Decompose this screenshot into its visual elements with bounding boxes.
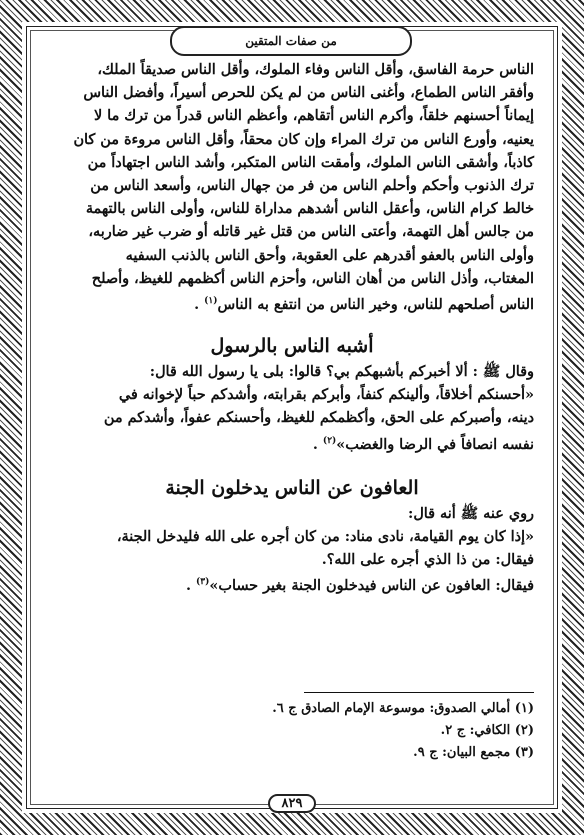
page-number-box — [0, 792, 584, 813]
footnote-separator — [304, 692, 534, 693]
text-line: وأولى الناس بالعفو أقدرهم على العقوبة، وأحق الناس بالذنب السفيه — [125, 246, 534, 264]
text-line: يعنيه، وأورع الناس من ترك المراء وإن كان محقاً، وأقل الناس مروءة من كان — [73, 130, 534, 148]
text-line: الناس أصلحهم للناس، وخير الناس من انتفع به الناس$^{(١)}$ . — [194, 295, 534, 313]
section-heading-1: أشبه الناس بالرسول — [210, 335, 374, 358]
page-body — [50, 58, 534, 597]
footnote-1: (١) أمالي الصدوق: موسوعة الإمام الصادق ج ٦. — [272, 701, 534, 716]
footnote-2: (٢) الكافي: ج ٢. — [440, 723, 534, 738]
text-line-content: نفسه انصافاً في الرضا والغضب» — [336, 435, 534, 453]
page-number: ٨٢٩ — [268, 794, 317, 813]
paragraph-3 — [50, 502, 534, 598]
text-line: فيقال: العافون عن الناس فيدخلون الجنة بغير حساب»$^{(٣)}$ . — [186, 577, 534, 595]
text-line-content: الناس أصلحهم للناس، وخير الناس من انتفع به الناس — [217, 295, 534, 313]
text-line: من جالس أهل التهمة، وأعتى الناس من قتل غير قاتله أو ضرب غير ضاربه، — [88, 223, 534, 241]
text-line: نفسه انصافاً في الرضا والغضب»$^{(٢)}$ . — [312, 435, 534, 453]
footnote-marker-3[interactable]: (٣) — [196, 577, 210, 588]
text-line: الناس حرمة الفاسق، وأقل الناس وفاء الملوك، وأقل الناس صديقاً الملك، — [97, 61, 534, 78]
footnote-marker-1[interactable]: (١) — [204, 296, 218, 307]
footnote-marker-2[interactable]: (٢) — [322, 435, 337, 446]
paragraph-2 — [50, 360, 534, 456]
text-line: وأفقر الناس الطماع، وأغنى الناس من لم يكن للحرص أسيراً، وأفضل الناس — [83, 84, 534, 102]
footnote-3: (٣) مجمع البيان: ج ٩. — [413, 745, 534, 760]
paragraph-1 — [50, 58, 534, 316]
text-line: ترك الذنوب وأحكم وأحلم الناس من فر من جهال الناس، وأسعد الناس من — [90, 177, 534, 195]
footnotes — [272, 698, 534, 764]
text-line: خالط كرام الناس، وأعقل الناس أشدهم مداراة للناس، وأولى الناس بالتهمة — [85, 200, 534, 218]
text-line: «أحسنكم أخلاقاً، وألينكم كنفاً، وأبركم بقرابته، وأشدكم حباً لإخوانه في — [118, 386, 534, 404]
text-line: «إذا كان يوم القيامة، نادى مناد: من كان أجره على الله فليدخل الجنة، — [116, 527, 534, 545]
text-line: دينه، وأصبركم على الحق، وأكظمكم للغيظ، وأحسنكم عفواً، وأشدكم من — [103, 409, 534, 427]
text-line: وقال ﷺ : ألا أخبركم بأشبهكم بي؟ قالوا: بلى يا رسول الله قال: — [149, 363, 534, 381]
running-header — [170, 26, 412, 56]
text-line-content: فيقال: العافون عن الناس فيدخلون الجنة بغير حساب» — [209, 577, 534, 595]
text-line: روي عنه ﷺ أنه قال: — [408, 504, 534, 522]
text-line: إيماناً أحسنهم خلقاً، وأكرم الناس أتقاهم، وأعظم الناس قدراً من ترك ما لا — [93, 107, 534, 125]
text-line: المغتاب، وأذل الناس من أهان الناس، وأحزم الناس أكظمهم للغيظ، وأصلح — [91, 269, 534, 287]
text-line: فيقال: من ذا الذي أجره على الله؟. — [321, 551, 534, 569]
text-line: كاذباً، وأشقى الناس الملوك، وأمقت الناس المتكبر، وأشد الناس اجتهاداً من — [87, 153, 534, 171]
running-header-title: من صفات المتقين — [245, 34, 337, 48]
section-heading-2: العافون عن الناس يدخلون الجنة — [165, 476, 419, 499]
